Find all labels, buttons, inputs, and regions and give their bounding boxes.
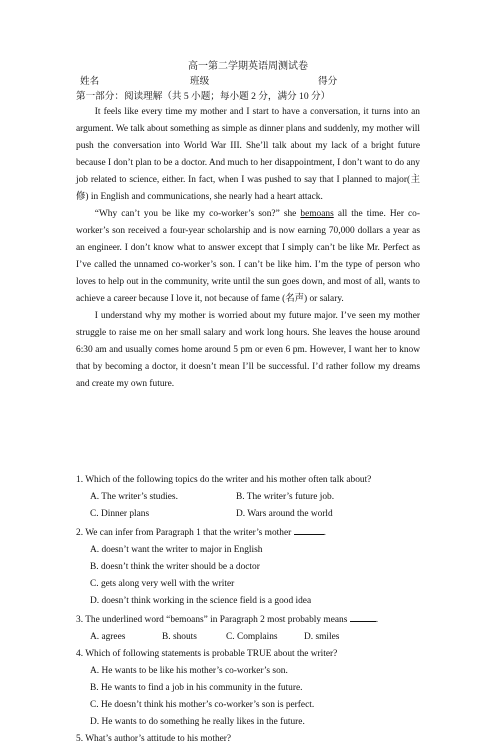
option-c: C. Complains (226, 632, 278, 642)
question-3-options-row (90, 629, 420, 646)
option-a: A. agrees (90, 632, 126, 642)
option-d: D. He wants to do something he really likes in the future. (90, 717, 305, 727)
question-1-options-row-1 (90, 489, 420, 506)
option-c: C. He doesn’t think his mother’s co-worker’s son is perfect. (90, 700, 315, 710)
answer-blank (294, 523, 324, 535)
option-d: D. doesn’t think working in the science field is a good idea (90, 596, 312, 606)
question-2: 2. We can infer from Paragraph 1 that the writer’s mother . (76, 523, 420, 542)
option-b: B. shouts (162, 632, 197, 642)
passage-paragraph-3: I understand why my mother is worried about my future major. I’ve seen my mother struggle to raise me on her small salary and work long hours. She leaves the house around 6:30 am and usually comes home around 5 pm or even 6 pm. However, I want her to know that by becoming a doctor, it doesn’t mean I’ll be successful. I’d rather follow my dreams and create my own future. (76, 311, 420, 389)
page-title: 高一第二学期英语周测试卷 (188, 61, 308, 72)
paragraph-2-rest: all the time. Her co-worker’s son received a four-year scholarship and is now earning 70,000 dollars a year as an engineer. I don’t know what to answer except that I simply can’t be like Mr. Perfect as I’ve called the unnamed co-worker’s son. I can’t be like him. I’m the type of person who loves to help out in the community, write until the sun goes down, and most of all, wants to achieve a career because I love it, not because of fame (名声) or salary. (76, 209, 420, 304)
option-b: B. He wants to find a job in his community in the future. (90, 683, 303, 693)
class-label: 班级 (190, 76, 210, 87)
answer-blank (350, 610, 376, 622)
passage-paragraph-1: It feels like every time my mother and I start to have a conversation, it turns into an argument. We talk about something as simple as dinner plans and suddenly, my mother will push the conversation into World War III. She’ll talk about my lack of a bright future because I don’t plan to be a doctor. And much to her disappointment, I don’t want to do any job related to science, either. In fact, when I was pushed to say that I planned to major(主修) in English and communications, she nearly had a heart attack. (76, 107, 420, 202)
name-label: 姓名 (80, 76, 100, 87)
question-3-stem: 3. The underlined word “bemoans” in Paragraph 2 most probably means (76, 615, 348, 625)
passage-paragraph-2 (76, 206, 420, 308)
question-3: 3. The underlined word “bemoans” in Paragraph 2 most probably means . (76, 610, 420, 629)
score-label: 得分 (318, 76, 338, 87)
part1-heading: 第一部分：阅读理解（共 5 小题；每小题 2 分，满分 10 分） (76, 91, 331, 102)
question-1-options-row-2 (90, 506, 420, 523)
option-b: B. The writer’s future job. (236, 492, 335, 502)
option-d: D. Wars around the world (236, 509, 333, 519)
option-a: A. He wants to be like his mother’s co-worker’s son. (90, 666, 288, 676)
question-5: 5. What’s author’s attitude to his mother? (76, 734, 232, 744)
question-4: 4. Which of following statements is probable TRUE about the writer? (76, 649, 338, 659)
option-c: C. Dinner plans (90, 509, 150, 519)
underlined-word: bemoans (300, 209, 334, 219)
option-b: B. doesn’t think the writer should be a doctor (90, 562, 260, 572)
option-d: D. smiles (304, 632, 340, 642)
option-a: A. The writer’s studies. (90, 492, 178, 502)
question-list (76, 472, 420, 748)
reading-passage (76, 104, 420, 393)
question-1: 1. Which of the following topics do the writer and his mother often talk about? (76, 475, 372, 485)
option-c: C. gets along very well with the writer (90, 579, 235, 589)
option-a: A. doesn’t want the writer to major in English (90, 545, 263, 555)
question-2-stem: 2. We can infer from Paragraph 1 that the writer’s mother (76, 528, 292, 538)
paragraph-2-start: “Why can’t you be like my co-worker’s son?” she (94, 209, 301, 219)
